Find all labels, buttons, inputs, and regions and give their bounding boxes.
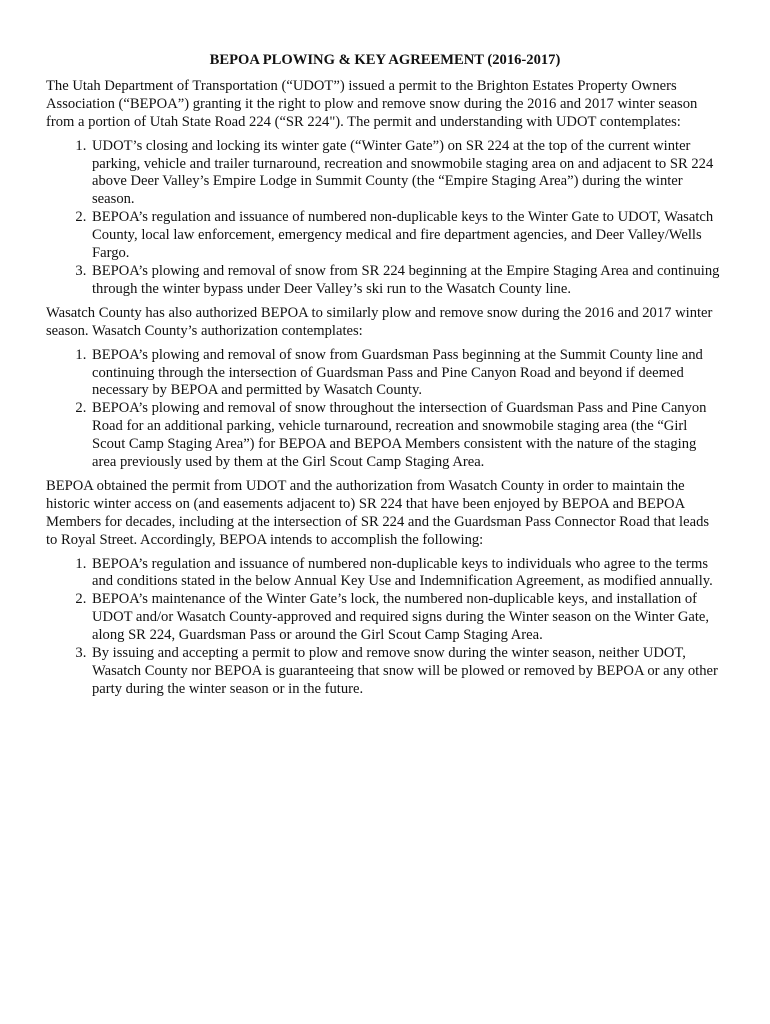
numbered-list xyxy=(46,347,724,472)
list-item: 1. UDOT’s closing and locking its winter gate (“Winter Gate”) on SR 224 at the top of the current winter parking, vehicle and trailer turnaround, recreation and snowmobile staging area on and adjacent to SR 224 above Deer Valley’s Empire Lodge in Summit County (the “Empire Staging Area”) during the winter season. xyxy=(90,138,724,210)
section-intro: BEPOA obtained the permit from UDOT and the authorization from Wasatch County in order to maintain the historic winter access on (and easements adjacent to) SR 224 that have been enjoyed by BEPOA and BEPOA Members for decades, including at the intersection of SR 224 and the Guardsman Pass Connector Road that leads to Royal Street. Accordingly, BEPOA intends to accomplish the following: xyxy=(46,477,710,548)
section-intro: The Utah Department of Transportation (“UDOT”) issued a permit to the Brighton Estates Property Owners Association (“BEPOA”) granting it the right to plow and remove snow during the 2016 and 2017 winter season from a portion of Utah State Road 224 (“SR 224"). The permit and understanding with UDOT contemplates: xyxy=(46,77,698,130)
list-item: 2. BEPOA’s regulation and issuance of numbered non-duplicable keys to the Winter Gate to UDOT, Wasatch County, local law enforcement, emergency medical and fire department agencies, and Deer Valley/Wells Fargo. xyxy=(90,209,724,263)
section-udot-permit xyxy=(46,78,724,299)
list-item: 1. BEPOA’s regulation and issuance of numbered non-duplicable keys to individuals who agree to the terms and conditions stated in the below Annual Key Use and Indemnification Agreement, as modified annually. xyxy=(90,556,724,592)
list-item: 3. By issuing and accepting a permit to plow and remove snow during the winter season, neither UDOT, Wasatch County nor BEPOA is guaranteeing that snow will be plowed or removed by BEPOA or any other party during the winter season or in the future. xyxy=(90,645,724,699)
section-intro: Wasatch County has also authorized BEPOA to similarly plow and remove snow during the 2016 and 2017 winter season. Wasatch County’s authorization contemplates: xyxy=(46,304,713,339)
list-item: 2. BEPOA’s maintenance of the Winter Gate’s lock, the numbered non-duplicable keys, and installation of UDOT and/or Wasatch County-approved and required signs during the Winter season on the Winter Gate, along SR 224, Guardsman Pass or around the Girl Scout Camp Staging Area. xyxy=(90,591,724,645)
numbered-list xyxy=(46,138,724,299)
section-bepoa-intentions xyxy=(46,478,724,699)
section-wasatch-authorization xyxy=(46,305,724,472)
list-item: 1. BEPOA’s plowing and removal of snow from Guardsman Pass beginning at the Summit County line and continuing through the intersection of Guardsman Pass and Pine Canyon Road and beyond if deemed necessary by BEPOA and permitted by Wasatch County. xyxy=(90,347,724,401)
document-title: BEPOA PLOWING & KEY AGREEMENT (2016-2017) xyxy=(209,52,561,68)
numbered-list xyxy=(46,556,724,699)
list-item: 2. BEPOA’s plowing and removal of snow throughout the intersection of Guardsman Pass and Pine Canyon Road for an additional parking, vehicle turnaround, recreation and snowmobile staging area (the “Girl Scout Camp Staging Area”) for BEPOA and BEPOA Members consistent with the nature of the staging area previously used by them at the Girl Scout Camp Staging Area. xyxy=(90,400,724,472)
list-item: 3. BEPOA’s plowing and removal of snow from SR 224 beginning at the Empire Staging Area and continuing through the winter bypass under Deer Valley’s ski run to the Wasatch County line. xyxy=(90,263,724,299)
